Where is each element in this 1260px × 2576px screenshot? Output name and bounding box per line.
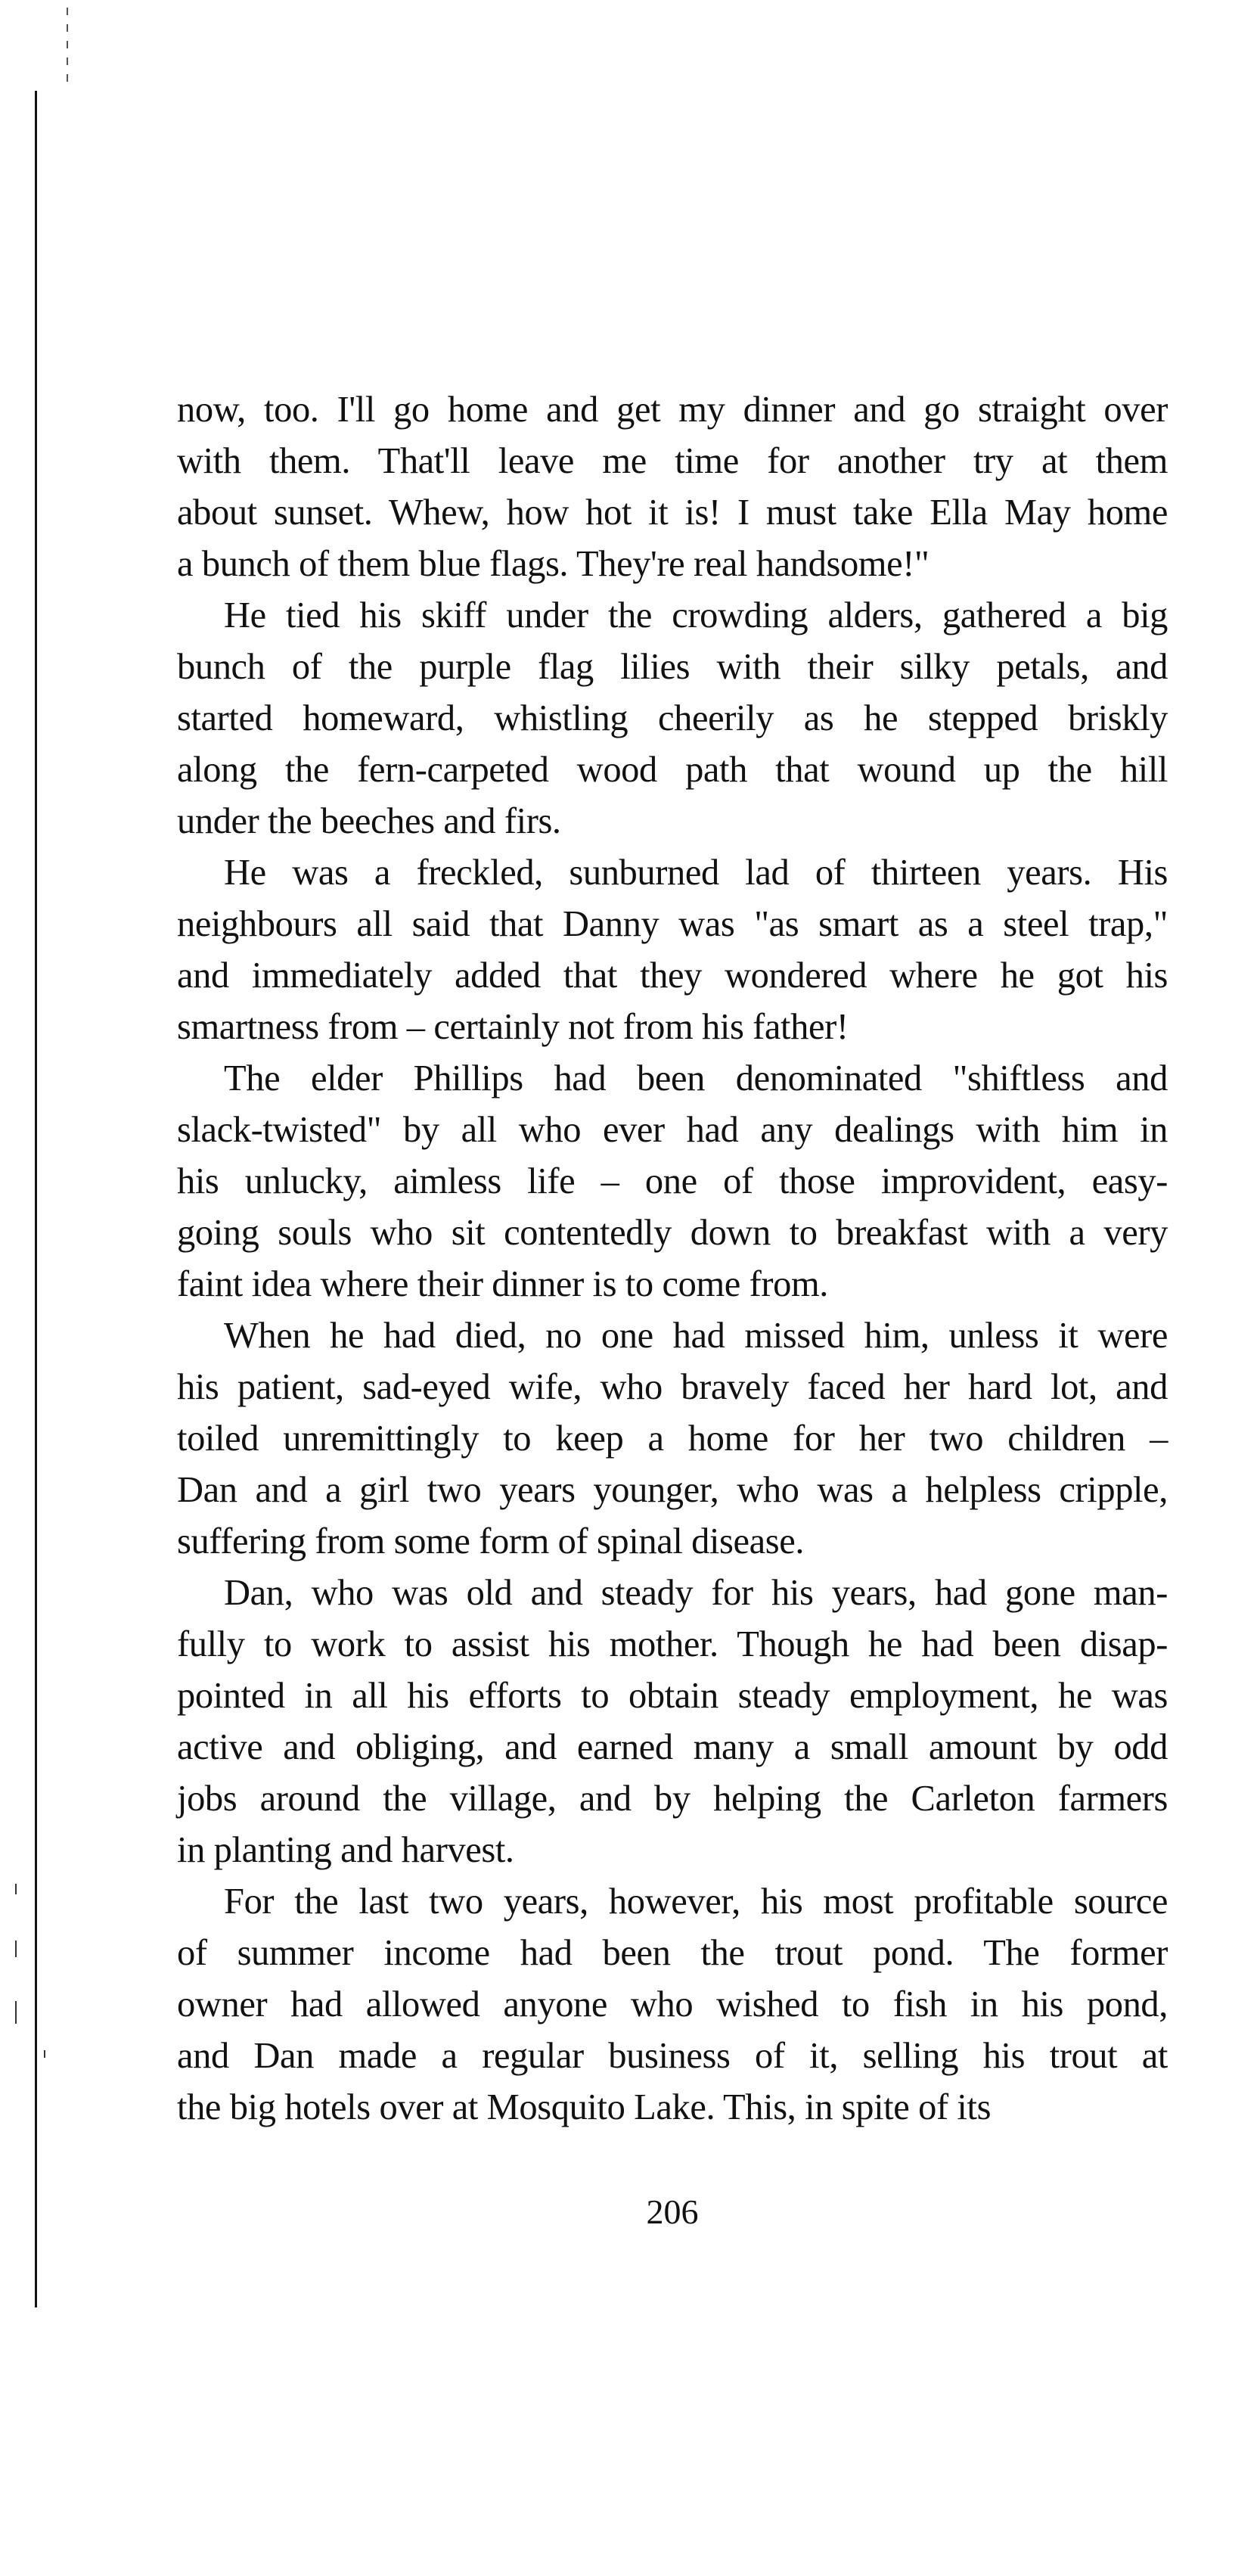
text-line: toiled unremittingly to keep a home for her two children – — [177, 1419, 1168, 1459]
paragraph — [177, 1568, 1168, 1876]
paragraph — [177, 1310, 1168, 1568]
text-line: pointed in all his efforts to obtain steady employment, he was — [177, 1676, 1168, 1716]
text-line: under the beeches and firs. — [177, 801, 561, 841]
paragraphs — [177, 384, 1168, 2133]
text-line: along the fern-carpeted wood path that wound up the hill — [177, 750, 1168, 790]
text-line: going souls who sit contentedly down to breakfast with a very — [177, 1213, 1168, 1253]
text-line: For the last two years, however, his most profitable source — [224, 1882, 1168, 1922]
text-line: Dan and a girl two years younger, who was a helpless cripple, — [177, 1470, 1168, 1510]
text-line: neighbours all said that Danny was "as smart as a steel trap," — [177, 904, 1168, 944]
text-line: his patient, sad-eyed wife, who bravely faced her hard lot, and — [177, 1367, 1168, 1407]
text-line: bunch of the purple flag lilies with their silky petals, and — [177, 647, 1168, 687]
text-line: and immediately added that they wondered where he got his — [177, 956, 1168, 996]
text-line: and Dan made a regular business of it, selling his trout at — [177, 2036, 1168, 2076]
scan-speck — [44, 2050, 45, 2058]
text-line: owner had allowed anyone who wished to fish in his pond, — [177, 1984, 1168, 2024]
text-line: faint idea where their dinner is to come from. — [177, 1264, 829, 1304]
text-line: in planting and harvest. — [177, 1830, 514, 1870]
page-number: 206 — [646, 2192, 699, 2231]
text-line: now, too. I'll go home and get my dinner and go straight over — [177, 390, 1168, 430]
text-line: When he had died, no one had missed him, unless it were — [224, 1316, 1168, 1356]
paragraph — [177, 1876, 1168, 2133]
text-line: suffering from some form of spinal disease. — [177, 1521, 805, 1561]
body-text — [177, 384, 1168, 2235]
paragraph — [177, 590, 1168, 847]
text-line: about sunset. Whew, how hot it is! I must take Ella May home — [177, 493, 1168, 533]
scan-speck — [15, 1884, 17, 1894]
text-line: Dan, who was old and steady for his years, had gone man- — [224, 1573, 1168, 1613]
scan-speck — [15, 2001, 17, 2024]
text-line: started homeward, whistling cheerily as he stepped briskly — [177, 698, 1168, 738]
text-line: active and obliging, and earned many a small amount by odd — [177, 1727, 1168, 1767]
text-line: a bunch of them blue flags. They're real handsome!" — [177, 544, 929, 584]
paragraph — [177, 384, 1168, 590]
text-line: He was a freckled, sunburned lad of thirteen years. His — [224, 853, 1168, 893]
text-line: fully to work to assist his mother. Though he had been disap- — [177, 1624, 1168, 1664]
text-line: with them. That'll leave me time for another try at them — [177, 441, 1168, 481]
text-line: He tied his skiff under the crowding alders, gathered a big — [224, 595, 1168, 635]
text-line: of summer income had been the trout pond. The former — [177, 1933, 1168, 1973]
text-line: The elder Phillips had been denominated "shiftless and — [224, 1058, 1168, 1098]
text-line: smartness from – certainly not from his father! — [177, 1007, 849, 1047]
scan-speck — [15, 1941, 17, 1957]
text-line: jobs around the village, and by helping the Carleton farmers — [177, 1779, 1168, 1819]
paragraph — [177, 1053, 1168, 1310]
text-line: slack-twisted" by all who ever had any dealings with him in — [177, 1110, 1168, 1150]
paragraph — [177, 847, 1168, 1053]
text-line: his unlucky, aimless life – one of those improvident, easy- — [177, 1161, 1168, 1201]
text-line: the big hotels over at Mosquito Lake. This, in spite of its — [177, 2087, 992, 2127]
scan-page-edge-line — [35, 91, 37, 2307]
scan-edge-dashes — [67, 8, 68, 91]
